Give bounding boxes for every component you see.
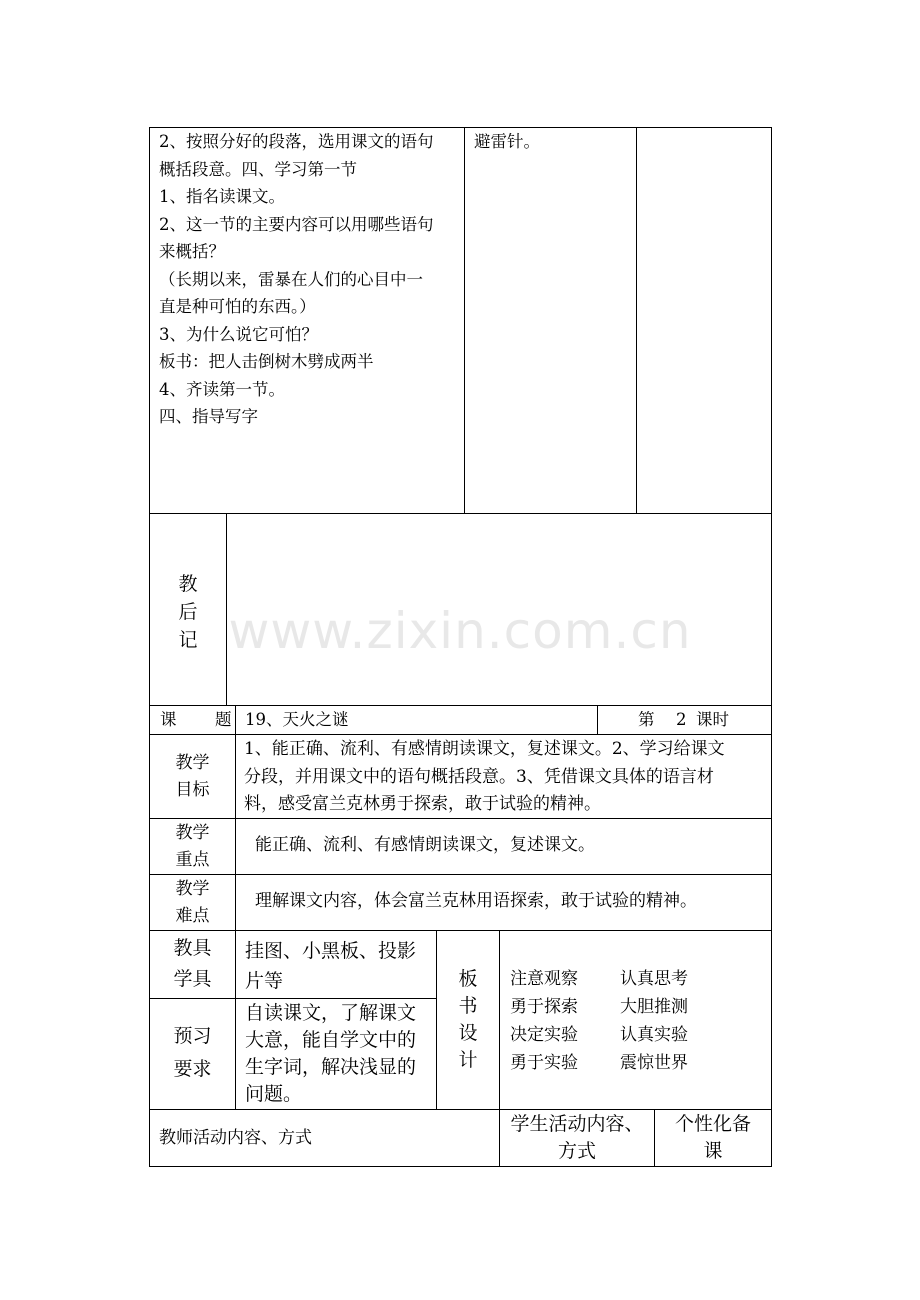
table-line <box>149 998 436 999</box>
label-line: 要求 <box>173 1058 212 1080</box>
difficulties-text: 理解课文内容，体会富兰克林用语探索，敢于试验的精神。 <box>255 891 697 911</box>
label-char: 记 <box>178 629 198 651</box>
lesson-title: 19、天火之谜 <box>245 710 349 729</box>
label-char: 计 <box>458 1049 478 1071</box>
text-line: 2、按照分好的段落，选用课文的语句 <box>159 132 434 151</box>
text-line: 片等 <box>245 970 284 992</box>
difficulties-label <box>150 876 235 930</box>
board-design-content <box>510 966 688 1078</box>
text-line: 料，感受富兰克林勇于探索，敢于试验的精神。 <box>244 794 601 814</box>
label-line: 目标 <box>175 780 210 800</box>
preview-label <box>150 1020 235 1086</box>
text-line: 分段，并用课文中的语句概括段意。3、凭借课文具体的语言材 <box>244 766 714 787</box>
board-row <box>510 1022 688 1050</box>
text-line: 四、指导写字 <box>159 407 258 426</box>
table-line <box>149 1109 772 1110</box>
table-line <box>149 930 772 931</box>
label-line: 预习 <box>173 1025 212 1047</box>
key-points-text: 能正确、流利、有感情朗读课文，复述课文。 <box>255 835 595 855</box>
board-phrase: 认真思考 <box>620 969 688 989</box>
text-line: 来概括？ <box>159 242 225 261</box>
label-char: 后 <box>178 601 198 623</box>
text-line: 板书：把人击倒树木劈成两半 <box>159 352 374 371</box>
table-line <box>464 127 465 513</box>
board-row <box>510 966 688 994</box>
text-line: 4、齐读第一节。 <box>159 379 285 399</box>
text-line: 2、这一节的主要内容可以用哪些语句 <box>159 214 434 234</box>
label-line: 教学 <box>175 823 210 843</box>
label-line: 教具 <box>173 937 212 959</box>
board-phrase: 注意观察 <box>510 969 578 989</box>
tools-text <box>245 936 416 996</box>
text-line: 1、指名读课文。 <box>159 187 285 206</box>
table-line <box>636 127 637 513</box>
text-line: 1、能正确、流利、有感情朗读课文，复述课文。2、学习给课文 <box>244 739 725 759</box>
header-line: 学生活动内容、 <box>510 1113 644 1135</box>
board-row <box>510 1050 688 1078</box>
key-points-label <box>150 820 235 874</box>
board-design-label <box>437 966 499 1074</box>
label-char: 设 <box>458 1022 478 1044</box>
text-line: 大意，能自学文中的 <box>245 1029 417 1051</box>
board-row <box>510 994 688 1022</box>
personalized-prep-header <box>655 1111 771 1165</box>
board-phrase: 震惊世界 <box>620 1053 688 1073</box>
text-line: （长期以来，雷暴在人们的心目中一 <box>159 269 423 289</box>
table-line <box>149 874 772 875</box>
header-line: 方式 <box>557 1140 596 1162</box>
label-line: 教学 <box>175 879 210 899</box>
period-prefix: 第 <box>638 710 655 729</box>
teacher-activity-header: 教师活动内容、方式 <box>159 1128 312 1148</box>
header-line: 个性化备 <box>674 1113 751 1135</box>
period-suffix: 课时 <box>696 710 729 729</box>
student-activity-text: 避雷针。 <box>474 132 540 151</box>
label-line: 重点 <box>175 850 210 870</box>
topic-label-left: 课 <box>160 710 177 729</box>
label-char: 书 <box>458 995 478 1017</box>
goals-label <box>150 750 235 804</box>
goals-text <box>244 736 725 819</box>
board-phrase: 决定实验 <box>510 1025 578 1045</box>
student-activity-header <box>500 1111 654 1165</box>
table-line <box>149 1166 772 1167</box>
table-line <box>597 705 598 734</box>
label-line: 教学 <box>175 753 210 773</box>
text-line: 问题。 <box>245 1083 303 1105</box>
board-phrase: 大胆推测 <box>620 997 688 1017</box>
table-line <box>149 513 772 514</box>
preview-text <box>245 1000 416 1108</box>
text-line: 自读课文，了解课文 <box>245 1002 417 1024</box>
board-phrase: 认真实验 <box>620 1025 688 1045</box>
label-char: 教 <box>178 573 198 595</box>
table-line <box>235 705 236 1109</box>
text-line: 概括段意。四、学习第一节 <box>159 159 357 179</box>
text-line: 挂图、小黑板、投影 <box>245 940 417 962</box>
teacher-activity-text <box>159 128 434 431</box>
text-line: 直是种可怕的东西。） <box>159 297 316 316</box>
table-line <box>149 734 772 735</box>
period-number: 2 <box>676 710 687 729</box>
board-phrase: 勇于实验 <box>510 1053 578 1073</box>
header-line: 课 <box>703 1140 723 1162</box>
label-line: 难点 <box>175 906 210 926</box>
text-line: 生字词，解决浅显的 <box>245 1056 417 1078</box>
label-line: 学具 <box>173 968 212 990</box>
board-phrase: 勇于探索 <box>510 997 578 1017</box>
label-char: 板 <box>458 968 478 990</box>
watermark: www.zixin.com.cn <box>228 602 692 660</box>
tools-label <box>150 933 235 995</box>
text-line: 3、为什么说它可怕？ <box>159 324 318 344</box>
topic-label-right: 题 <box>215 710 232 729</box>
